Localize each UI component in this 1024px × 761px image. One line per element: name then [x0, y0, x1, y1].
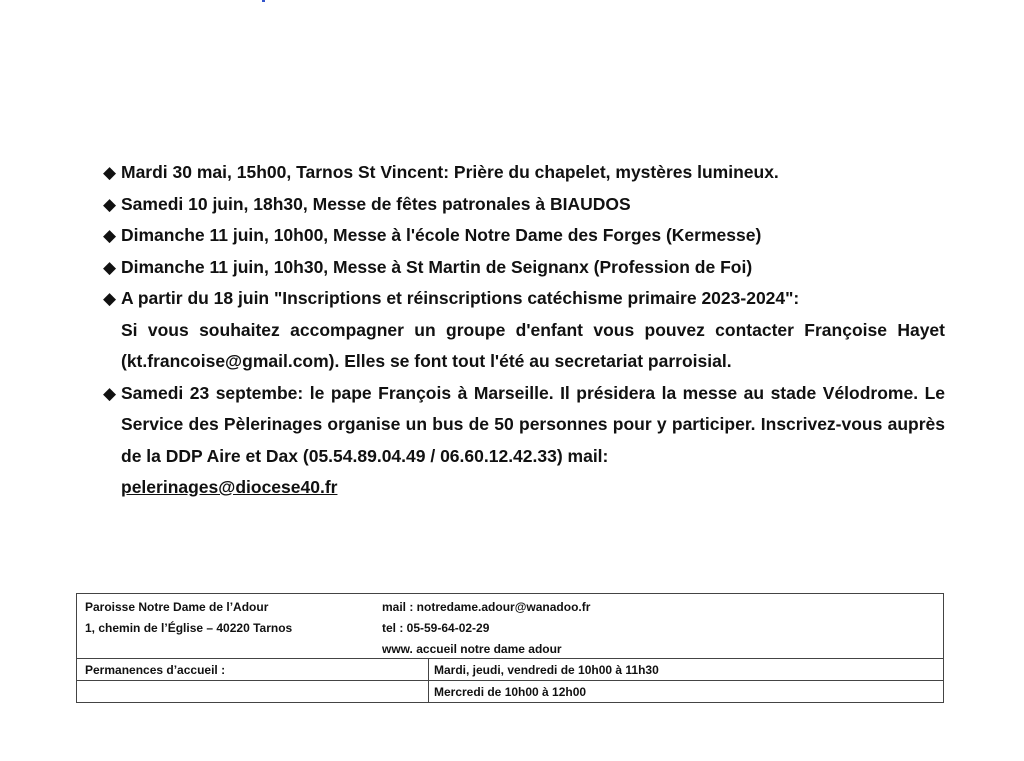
announcement-item [103, 157, 945, 189]
parish-identity [85, 597, 292, 639]
parish-phone: tel : 05-59-64-02-29 [382, 621, 490, 635]
announcement-item [103, 189, 945, 221]
announcement-detail: Si vous souhaitez accompagner un groupe d'enfant vous pouvez contacter Françoise Hayet (kt.francoise@gmail.com). Elles se font tout l'été au secretariat parroisial. [121, 319, 945, 371]
announcements-list [103, 157, 945, 504]
table-divider [77, 658, 943, 659]
announcement-item [103, 283, 945, 378]
diamond-bullet-icon: ◆ [103, 194, 117, 214]
announcement-item [103, 378, 945, 504]
announcement-text: Dimanche 11 juin, 10h30, Messe à St Martin de Seignanx (Profession de Foi) [121, 256, 753, 277]
diamond-bullet-icon: ◆ [103, 257, 117, 277]
announcement-text: Samedi 10 juin, 18h30, Messe de fêtes patronales à BIAUDOS [121, 193, 631, 214]
parish-address: 1, chemin de l’Église – 40220 Tarnos [85, 621, 293, 635]
page-top-mark [262, 0, 265, 2]
parish-contacts [382, 597, 590, 660]
announcement-item [103, 220, 945, 252]
parish-name: Paroisse Notre Dame de l’Adour [85, 600, 269, 614]
diamond-bullet-icon: ◆ [103, 289, 117, 308]
diamond-bullet-icon: ◆ [103, 226, 117, 245]
announcement-item [103, 252, 945, 284]
diamond-bullet-icon: ◆ [103, 163, 117, 182]
pilgrimage-email-link[interactable]: pelerinages@diocese40.fr [121, 477, 338, 497]
announcement-text: Samedi 23 septembe: le pape François à Marseille. Il présidera la messe au stade Vélodrome. Le Service des Pèlerinages organise un bus de 50 personnes pour y participer. Inscrivez-vous auprès de la DDP Aire et Dax (05.54.89.04.49 / 06.60.12.42.33) mail: [121, 382, 945, 466]
announcement-text: Mardi 30 mai, 15h00, Tarnos St Vincent: Prière du chapelet, mystères lumineux. [121, 162, 779, 182]
permanences-label: Permanences d’accueil : [85, 663, 226, 677]
parish-mail: mail : notredame.adour@wanadoo.fr [382, 600, 591, 614]
parish-website: www. accueil notre dame adour [382, 642, 562, 656]
announcement-text: Dimanche 11 juin, 10h00, Messe à l'école Notre Dame des Forges (Kermesse) [121, 225, 762, 245]
parish-contact-box [76, 593, 944, 703]
permanences-schedule-2: Mercredi de 10h00 à 12h00 [434, 685, 587, 699]
announcement-text: A partir du 18 juin "Inscriptions et réinscriptions catéchisme primaire 2023-2024": [121, 288, 800, 308]
table-divider [77, 680, 943, 681]
diamond-bullet-icon: ◆ [103, 383, 117, 403]
permanences-schedule-1: Mardi, jeudi, vendredi de 10h00 à 11h30 [434, 663, 659, 677]
table-column-divider [428, 658, 429, 702]
